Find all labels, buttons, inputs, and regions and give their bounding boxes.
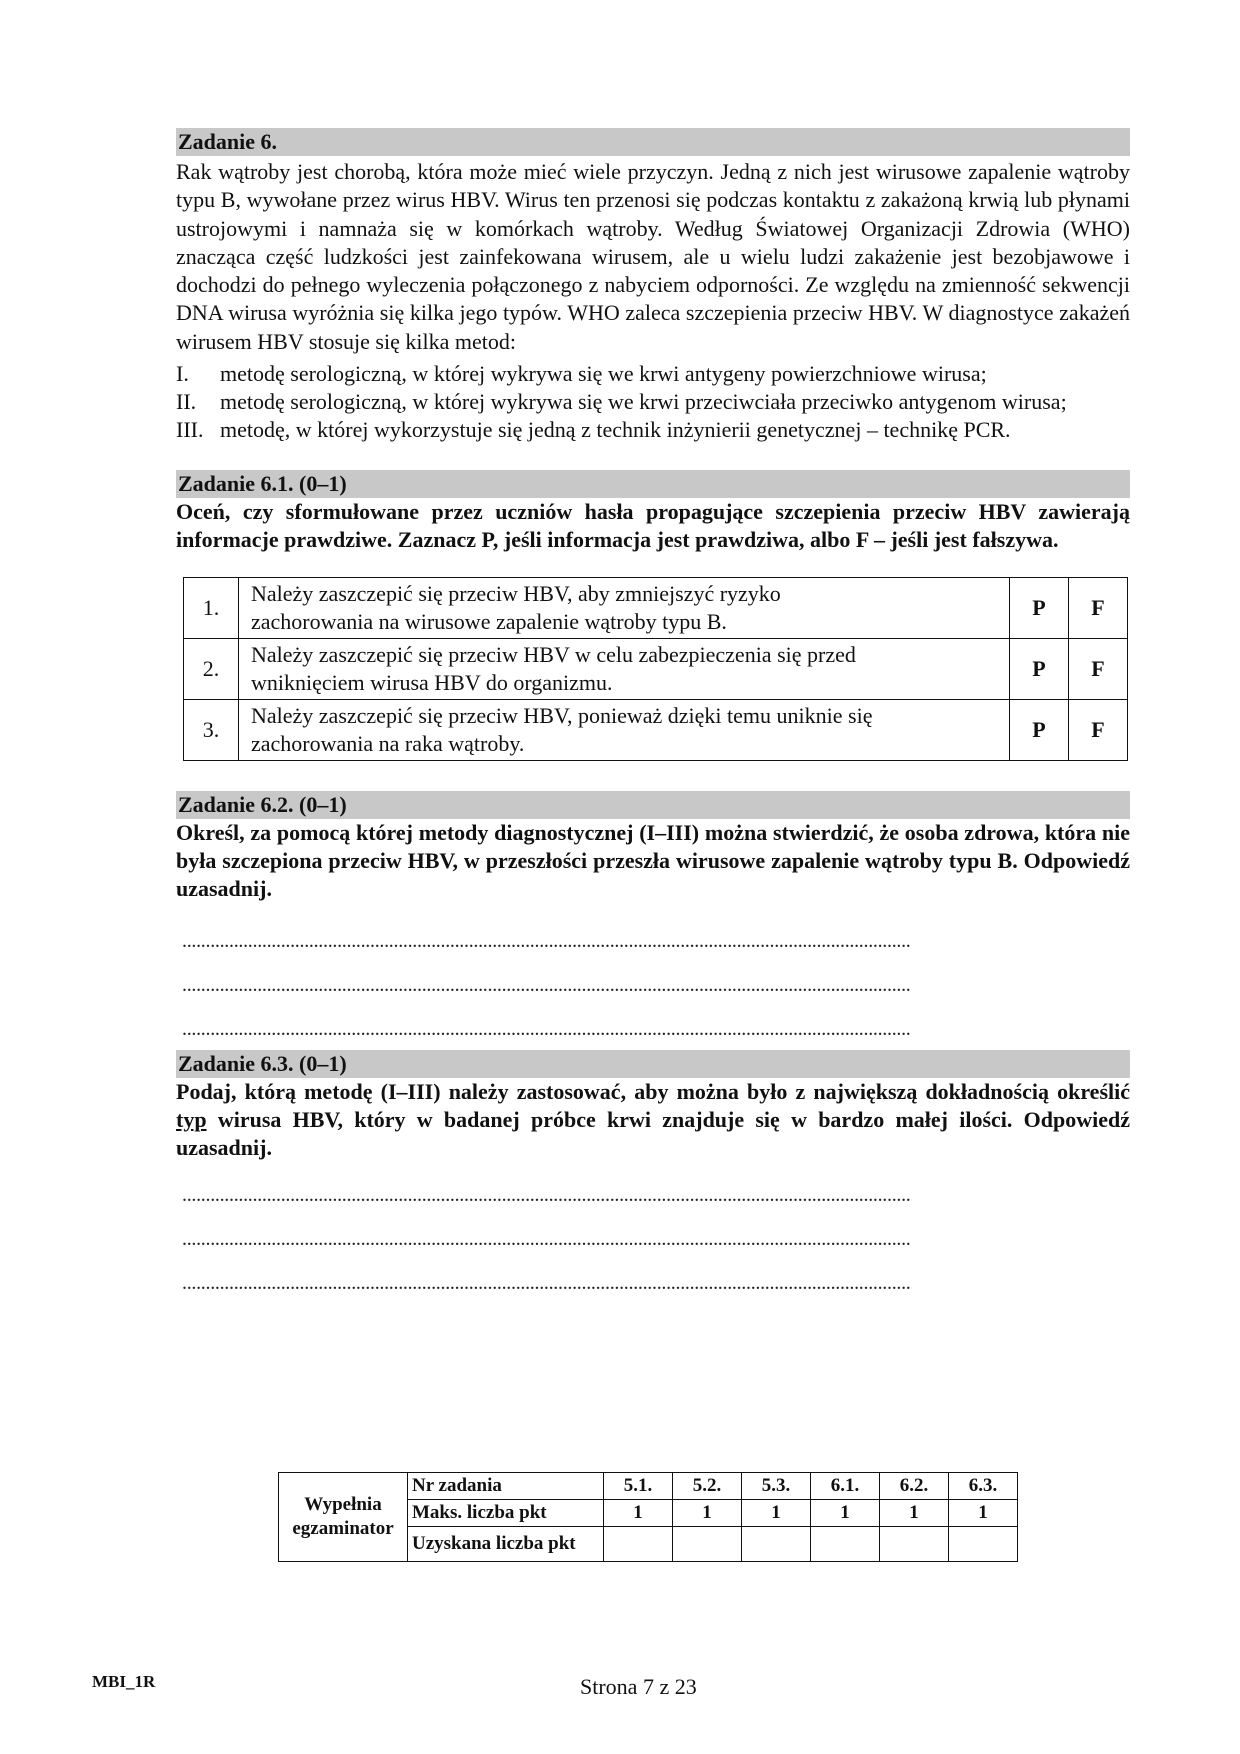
task-number-cell: 5.2. [673, 1473, 742, 1500]
instruction-part: Podaj, którą metodę (I–III) należy zastosować, aby można było z największą dokładnością określić [176, 1078, 1130, 1104]
statement [239, 577, 1010, 638]
task-number-cell: 5.3. [742, 1473, 811, 1500]
table-row [184, 577, 1128, 638]
answer-false-option[interactable]: F [1069, 638, 1128, 699]
examiner-label-line: Wypełnia [304, 1494, 382, 1515]
statement-line: wniknięciem wirusa HBV do organizmu. [251, 669, 613, 695]
task62-header: Zadanie 6.2. (0–1) [176, 791, 1130, 819]
row-label: Maks. liczba pkt [408, 1500, 604, 1527]
method-text: metodę serologiczną, w której wykrywa się we krwi przeciwciała przeciwko antygenom wirusa; [220, 389, 1067, 415]
answer-line[interactable]: ........................................................................................................................................................... [182, 1017, 911, 1040]
method-number: II. [176, 389, 197, 415]
task-number-cell: 6.2. [880, 1473, 949, 1500]
answer-false-option[interactable]: F [1069, 577, 1128, 638]
obtained-points-cell[interactable] [949, 1527, 1018, 1562]
page-number: Strona 7 z 23 [580, 1674, 697, 1699]
methods-list [176, 360, 1130, 444]
task6-header: Zadanie 6. [176, 128, 1130, 156]
answer-area[interactable] [176, 1184, 1130, 1294]
obtained-points-cell[interactable] [811, 1527, 880, 1562]
task-number-cell: 6.1. [811, 1473, 880, 1500]
answer-false-option[interactable]: F [1069, 699, 1128, 760]
obtained-points-cell[interactable] [604, 1527, 673, 1562]
method-item [176, 388, 1130, 416]
row-number: 3. [184, 699, 239, 760]
method-number: I. [176, 361, 189, 387]
task-number-cell: 6.3. [949, 1473, 1018, 1500]
underlined-word: typ [176, 1106, 207, 1132]
score-row-task-numbers [279, 1473, 1018, 1500]
answer-line[interactable]: ........................................................................................................................................................... [182, 1272, 911, 1295]
statement-line: Należy zaszczepić się przeciw HBV w celu zabezpieczenia się przed [251, 641, 856, 667]
true-false-table [183, 577, 1128, 761]
examiner-label-line: egzaminator [292, 1518, 394, 1539]
max-points-cell: 1 [742, 1500, 811, 1527]
examiner-label [279, 1473, 408, 1562]
table-row [184, 699, 1128, 760]
answer-true-option[interactable]: P [1010, 699, 1069, 760]
statement [239, 699, 1010, 760]
obtained-points-cell[interactable] [673, 1527, 742, 1562]
max-points-cell: 1 [811, 1500, 880, 1527]
examiner-score-table [278, 1472, 1018, 1562]
max-points-cell: 1 [880, 1500, 949, 1527]
exam-code: MBI_1R [92, 1672, 156, 1691]
answer-true-option[interactable]: P [1010, 638, 1069, 699]
max-points-cell: 1 [604, 1500, 673, 1527]
task63-header: Zadanie 6.3. (0–1) [176, 1050, 1130, 1078]
task6-intro: Rak wątroby jest chorobą, która może mieć wiele przyczyn. Jedną z nich jest wirusowe zapalenie wątroby typu B, wywołane przez wirus HBV. Wirus ten przenosi się podczas kontaktu z zakażoną krwią lub płynami ustrojowymi i namnaża się w komórkach wątroby. Według Światowej Organizacji Zdrowia (WHO) znacząca część ludzkości jest zainfekowana wirusem, ale u wielu ludzi zakażenie jest bezobjawowe i dochodzi do pełnego wyleczenia połączonego z nabyciem odporności. Ze względu na zmienność sekwencji DNA wirusa wyróżnia się kilka jego typów. WHO zaleca szczepienia przeciw HBV. W diagnostyce zakażeń wirusem HBV stosuje się kilka metod: [176, 159, 1130, 354]
statement-line: Należy zaszczepić się przeciw HBV, aby zmniejszyć ryzyko [251, 580, 781, 606]
task61-instruction: Oceń, czy sformułowane przez uczniów hasła propagujące szczepienia przeciw HBV zawierają informacje prawdziwe. Zaznacz P, jeśli informacja jest prawdziwa, albo F – jeśli jest fałszywa. [176, 499, 1130, 553]
instruction-part: wirusa HBV, który w badanej próbce krwi znajduje się w bardzo małej ilości. Odpowiedź uzasadnij. [176, 1106, 1130, 1161]
statement [239, 638, 1010, 699]
task63-instruction [176, 1078, 1130, 1163]
answer-area[interactable] [176, 930, 1130, 1040]
table-row [184, 638, 1128, 699]
max-points-cell: 1 [673, 1500, 742, 1527]
max-points-cell: 1 [949, 1500, 1018, 1527]
answer-line[interactable]: ........................................................................................................................................................... [182, 1184, 911, 1207]
method-text: metodę, w której wykorzystuje się jedną z technik inżynierii genetycznej – technikę PCR. [220, 417, 1011, 443]
statement-line: zachorowania na raka wątroby. [251, 730, 525, 756]
answer-true-option[interactable]: P [1010, 577, 1069, 638]
method-number: III. [176, 417, 204, 443]
statement-line: Należy zaszczepić się przeciw HBV, ponieważ dzięki temu uniknie się [251, 702, 873, 728]
method-item [176, 360, 1130, 388]
task-number-cell: 5.1. [604, 1473, 673, 1500]
row-number: 2. [184, 638, 239, 699]
obtained-points-cell[interactable] [880, 1527, 949, 1562]
method-text: metodę serologiczną, w której wykrywa się we krwi antygeny powierzchniowe wirusa; [220, 361, 987, 387]
statement-line: zachorowania na wirusowe zapalenie wątroby typu B. [251, 608, 727, 634]
method-item [176, 416, 1130, 444]
content [176, 128, 1130, 1294]
task62-instruction: Określ, za pomocą której metody diagnostycznej (I–III) można stwierdzić, że osoba zdrowa, która nie była szczepiona przeciw HBV, w przeszłości przeszła wirusowe zapalenie wątroby typu B. Odpowiedź uzasadnij. [176, 819, 1130, 902]
row-number: 1. [184, 577, 239, 638]
row-label: Uzyskana liczba pkt [408, 1527, 604, 1562]
answer-line[interactable]: ........................................................................................................................................................... [182, 973, 911, 996]
row-label: Nr zadania [408, 1473, 604, 1500]
answer-line[interactable]: ........................................................................................................................................................... [182, 1228, 911, 1251]
task61-header: Zadanie 6.1. (0–1) [176, 470, 1130, 498]
obtained-points-cell[interactable] [742, 1527, 811, 1562]
answer-line[interactable]: ........................................................................................................................................................... [182, 929, 911, 952]
